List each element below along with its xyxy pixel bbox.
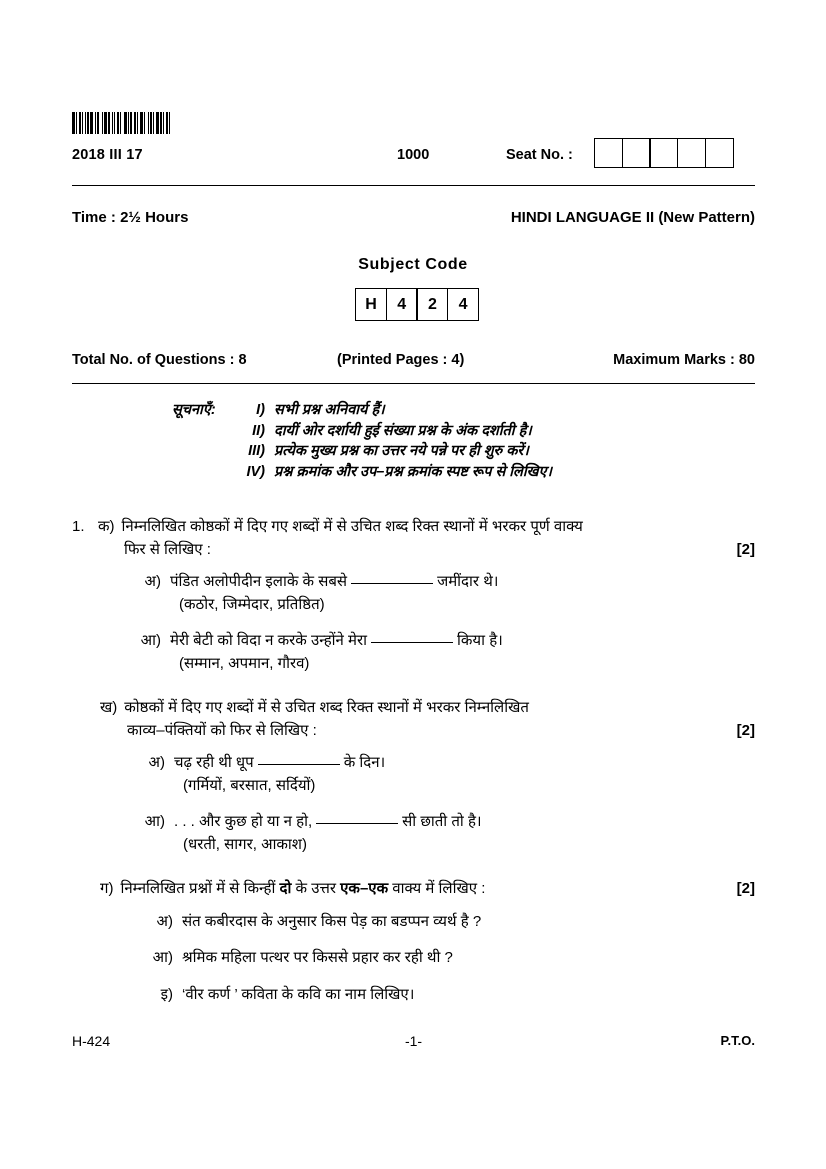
printed-pages: (Printed Pages : 4) xyxy=(337,352,465,368)
sub-item-row xyxy=(146,984,755,1007)
question-sub-item xyxy=(146,984,755,1007)
question-prompt-line xyxy=(72,516,755,539)
barcode-bar xyxy=(163,112,164,134)
instruction-text: प्रश्न क्रमांक और उप–प्रश्न क्रमांक स्पष्ट रूप से लिखिए। xyxy=(274,463,553,480)
barcode-bar xyxy=(104,112,107,134)
question-prompt-text xyxy=(120,878,755,901)
barcode-bar xyxy=(79,112,81,134)
prompt-segment: वाक्य में लिखिए : xyxy=(388,880,486,897)
barcode-bar xyxy=(82,112,83,134)
question-sub-item xyxy=(146,911,755,934)
sub-item-row xyxy=(138,752,755,775)
instruction-number: IV) xyxy=(246,463,265,480)
sub-item-label: आ) xyxy=(140,632,161,649)
sub-item-text xyxy=(174,752,755,775)
question-part-label: ग) xyxy=(100,880,114,897)
sub-item-row xyxy=(134,630,755,653)
fill-in-blank[interactable] xyxy=(371,642,453,643)
sentence-after-blank: के दिन। xyxy=(343,754,386,771)
question-number: 1. xyxy=(72,518,85,535)
barcode-bar xyxy=(150,112,152,134)
emphasis-text: एक–एक xyxy=(340,880,389,897)
instruction-row xyxy=(172,400,552,421)
barcode-bar xyxy=(130,112,132,134)
seat-no-cell[interactable] xyxy=(594,138,623,168)
barcode-bar xyxy=(134,112,136,134)
barcode-bar xyxy=(114,112,115,134)
question-part xyxy=(72,516,755,675)
barcode-bar xyxy=(120,112,121,134)
seat-no-cell[interactable] xyxy=(705,138,734,168)
question-sub-item xyxy=(146,947,755,970)
barcode-bar xyxy=(128,112,129,134)
paper-title: HINDI LANGUAGE II (New Pattern) xyxy=(510,209,755,226)
sentence-after-blank: किया है। xyxy=(457,632,503,649)
question-sub-item xyxy=(134,571,755,616)
barcode-bar xyxy=(72,112,75,134)
seat-no-cell[interactable] xyxy=(677,138,706,168)
question-sub-item xyxy=(138,752,755,797)
instructions-label: सूचनाएँ: xyxy=(172,402,216,418)
sentence-before-blank: . . . और कुछ हो या न हो, xyxy=(174,813,313,830)
question-marks: [2] xyxy=(736,721,755,739)
subject-code-label: Subject Code xyxy=(358,256,468,273)
subject-code-cell: H xyxy=(355,288,387,321)
sentence-after-blank: सी छाती तो है। xyxy=(402,813,482,830)
sentence-before-blank: मेरी बेटी को विदा न करके उन्होंने मेरा xyxy=(170,632,368,649)
question-part-label: क) xyxy=(98,518,115,535)
barcode-bar xyxy=(156,112,159,134)
question-part-label: ख) xyxy=(100,699,118,716)
fill-in-blank[interactable] xyxy=(258,764,340,765)
question-sub-item xyxy=(134,630,755,675)
barcode-bar xyxy=(148,112,149,134)
seat-no-cell[interactable] xyxy=(649,138,678,168)
subject-code-boxes xyxy=(355,288,479,321)
sentence-before-blank: पंडित अलोपीदीन इलाके के सबसे xyxy=(170,573,348,590)
question-prompt-line xyxy=(124,539,755,562)
answer-options: (सम्मान, अपमान, गौरव) xyxy=(179,654,310,672)
header-divider-top xyxy=(72,185,755,186)
sub-item-row xyxy=(146,947,755,970)
question-marks: [2] xyxy=(736,540,755,558)
question-prompt-line xyxy=(100,697,755,720)
barcode-bar xyxy=(102,112,103,134)
barcode-bar xyxy=(95,112,96,134)
question-prompt-line xyxy=(100,878,755,901)
sub-item-text: संत कबीरदास के अनुसार किस पेड़ का बडप्पन व्यर्थ है ? xyxy=(182,912,482,930)
sub-item-label: आ) xyxy=(152,949,173,966)
fill-in-blank[interactable] xyxy=(316,823,398,824)
answer-options: (कठोर, जिम्मेदार, प्रतिष्ठित) xyxy=(179,595,325,613)
footer-page-number: -1- xyxy=(404,1033,423,1049)
footer-paper-code: H-424 xyxy=(72,1033,111,1049)
subject-code-cell: 4 xyxy=(447,288,479,321)
sub-item-text xyxy=(170,571,755,594)
subject-code-cell: 2 xyxy=(416,288,448,321)
barcode-bar xyxy=(153,112,154,134)
subject-code-cell: 4 xyxy=(386,288,418,321)
sub-item-row xyxy=(146,911,755,934)
question-part xyxy=(72,878,755,1006)
barcode-bar xyxy=(108,112,110,134)
question-prompt-text: कोष्ठकों में दिए गए शब्दों में से उचित शब्द रिक्त स्थानों में भरकर निम्नलिखित xyxy=(124,699,529,716)
header-divider-bottom xyxy=(72,383,755,384)
barcode-bar xyxy=(87,112,89,134)
sub-item-label: अ) xyxy=(144,573,161,590)
question-prompt-text: काव्य–पंक्तियों को फिर से लिखिए : xyxy=(127,721,317,739)
sub-item-text xyxy=(174,811,755,834)
sentence-after-blank: जमींदार थे। xyxy=(437,573,499,590)
barcode-bar xyxy=(169,112,170,134)
sub-item-label: अ) xyxy=(148,754,165,771)
question-prompt-text: निम्नलिखित कोष्ठकों में दिए गए शब्दों में से उचित शब्द रिक्त स्थानों में भरकर पूर्ण वाक्य xyxy=(121,518,583,535)
barcode-bar xyxy=(97,112,99,134)
barcode-bar xyxy=(76,112,77,134)
seat-no-label: Seat No. : xyxy=(506,147,573,163)
barcode-bar xyxy=(144,112,145,134)
barcode-bar xyxy=(85,112,86,134)
instruction-text: प्रत्येक मुख्य प्रश्न का उत्तर नये पन्ने पर ही शुरु करें। xyxy=(274,443,529,460)
sub-item-label: आ) xyxy=(144,813,165,830)
maximum-marks: Maximum Marks : 80 xyxy=(613,352,755,368)
sub-item-row xyxy=(134,571,755,594)
total-questions: Total No. of Questions : 8 xyxy=(72,352,247,368)
prompt-segment: निम्नलिखित प्रश्नों में से किन्हीं xyxy=(120,880,280,897)
barcode-bar xyxy=(140,112,143,134)
barcode-image xyxy=(72,112,172,134)
prompt-segment: के उत्तर xyxy=(291,880,341,897)
question-prompt-line xyxy=(127,720,755,743)
instruction-row xyxy=(172,441,552,462)
exam-date-code: 2018 III 17 xyxy=(72,147,143,163)
exam-duration: Time : 2½ Hours xyxy=(72,209,189,226)
sub-item-label: इ) xyxy=(160,985,173,1003)
sub-item-label: अ) xyxy=(156,912,173,930)
instruction-number: III) xyxy=(248,443,265,460)
question-part xyxy=(72,697,755,856)
paper-serial-number: 1000 xyxy=(397,147,430,163)
sentence-before-blank: चढ़ रही थी धूप xyxy=(174,754,254,771)
barcode-bar xyxy=(166,112,168,134)
answer-options: (धरती, सागर, आकाश) xyxy=(183,835,307,853)
barcode-bar xyxy=(112,112,113,134)
instruction-row xyxy=(172,462,552,483)
instruction-text: दायीं ओर दर्शायी हुई संख्या प्रश्न के अंक दर्शाती है। xyxy=(274,422,532,439)
question-marks: [2] xyxy=(736,880,755,897)
barcode-bar xyxy=(160,112,162,134)
barcode-bar xyxy=(124,112,127,134)
emphasis-text: दो xyxy=(279,880,292,897)
instruction-text: सभी प्रश्न अनिवार्य हैं। xyxy=(274,402,385,418)
question-sub-item xyxy=(138,811,755,856)
sub-item-text: श्रमिक महिला पत्थर पर किससे प्रहार कर रही थी ? xyxy=(182,949,453,966)
footer-pto: P.T.O. xyxy=(720,1033,755,1048)
barcode-bar xyxy=(117,112,119,134)
sub-item-row xyxy=(138,811,755,834)
seat-no-boxes[interactable] xyxy=(594,138,734,168)
seat-no-cell[interactable] xyxy=(622,138,651,168)
question-prompt-text: फिर से लिखिए : xyxy=(124,540,211,558)
sub-item-text: ‘वीर कर्ण ’ कविता के कवि का नाम लिखिए। xyxy=(182,985,415,1003)
fill-in-blank[interactable] xyxy=(351,583,433,584)
instruction-number: I) xyxy=(256,402,265,418)
questions-body xyxy=(72,516,755,1006)
instruction-row xyxy=(172,421,552,442)
instruction-number: II) xyxy=(252,422,265,439)
sub-item-text xyxy=(170,630,755,653)
barcode-bar xyxy=(137,112,138,134)
instructions-block xyxy=(172,400,552,482)
answer-options: (गर्मियों, बरसात, सर्दियों) xyxy=(183,776,316,794)
barcode-bar xyxy=(90,112,93,134)
